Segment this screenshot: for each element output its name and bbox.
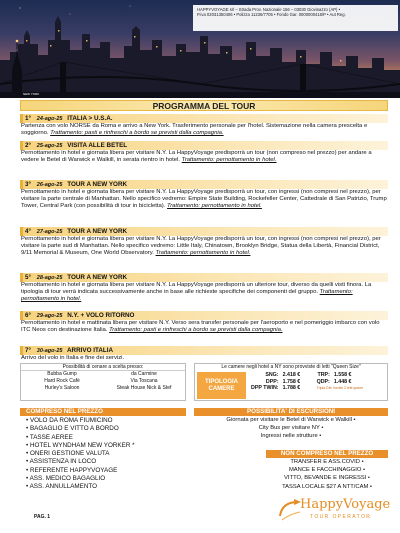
room-type: SNG: [265, 372, 279, 378]
day-description [20, 282, 388, 303]
day-treatment: Trattamento: pernottamento in hotel. [181, 157, 277, 163]
day-description [20, 123, 388, 137]
restaurant-name: Hard Rock Cafè [44, 378, 80, 384]
excursions-header: POSSIBILITA' DI ESCURSIONI [194, 408, 388, 416]
list-item: VITTO, BEVANDE E INGRESSI • [284, 475, 370, 482]
day-description [20, 150, 388, 164]
list-item: • ASSISTENZA IN LOCO [26, 458, 97, 466]
room-type: DPP: [265, 378, 279, 385]
excluded-header: NON COMPRESO NEL PREZZO [266, 450, 388, 458]
room-price: 1.448 € [333, 378, 352, 385]
day-number: 5° [25, 274, 32, 281]
logo-subtitle: TOUR OPERATOR [310, 514, 372, 520]
day-section [20, 346, 388, 362]
day-header [20, 273, 388, 282]
restaurant-name: Hurley's Saloon [44, 385, 80, 391]
room-type: DPP TWIN: [251, 385, 279, 392]
table-row [249, 379, 366, 386]
day-header [20, 311, 388, 320]
hero-banner-image [0, 0, 400, 98]
day-header [20, 114, 388, 123]
list-item: • VOLO DA ROMA FIUMICINO [26, 417, 113, 424]
room-note: Tripla Dbl. fornite 2 letti queen [316, 386, 364, 391]
room-price: 1.788 € [282, 385, 301, 392]
day-header [20, 180, 388, 189]
day-text: Pernottamento in hotel e giornata libera per visitare N.Y. La HappyVoyage predisporrà un tour, con ingressi (non compresi nel prezzo), per visitare la parte sud di Manhattan. Nello specifico vedremo: Little Italy, Chinatown, Brooklyn Bridge, Statua della Libertà, Financial District, 9/11 Memorial & Museum, One World Observatory. [21, 236, 381, 256]
day-date: 26-ago-25 [36, 182, 63, 188]
day-title: VISITA ALLE BETEL [67, 142, 128, 149]
day-description [20, 236, 388, 257]
list-item: City Bus per visitare NY • [258, 425, 324, 432]
table-row [249, 385, 366, 392]
list-item: • REFERENTE HAPPYVOYAGE [26, 466, 118, 474]
page-number: PAG. 1 [34, 514, 51, 520]
day-text: Partenza con volo NORSE da Roma e arrivo a New York. Trasferimento personale per l'hotel. Sistemazione nella camera prescelta e soggiorno. [21, 123, 368, 136]
company-info-line-2: P.iva 02031350406 • Polizza 11236/7705 • Fondo Gar. 0000000418/P • Aut Reg. [197, 12, 346, 18]
day-section [20, 311, 388, 334]
day-header [20, 346, 388, 355]
page-title: PROGRAMMA DEL TOUR [152, 101, 256, 111]
list-item: Giornata per visitare le Betel di Warwick e Walkill • [226, 417, 356, 423]
room-type-line-2: CAMERE [208, 386, 235, 392]
day-number: 4° [25, 228, 32, 235]
table-row [249, 372, 366, 379]
excluded-section [266, 450, 388, 491]
room-type-line-1: TIPOLOGIA [205, 379, 238, 385]
day-number: 2° [25, 142, 32, 149]
restaurants-header: Possibilità di cenare a scelta presso: [21, 364, 185, 371]
day-section [20, 114, 388, 137]
hero-small-tag: NEW YORK [23, 92, 40, 96]
day-treatment: Trattamento: pernottamento in hotel. [155, 250, 251, 256]
day-number: 1° [25, 115, 32, 122]
list-item: TRANSFER E ASS.COVID • [290, 459, 364, 465]
table-row [21, 378, 185, 385]
day-text: Pernottamento in hotel e giornata libera per visitare N.Y. La HappyVoyage predisporrà un tour (non compreso nel prezzo) per andare a vedere le Betel di Warwick e Walkill, in serata rientro in hotel. [21, 150, 372, 163]
day-section [20, 227, 388, 257]
room-type: QDP: [316, 378, 330, 385]
day-date: 25-ago-25 [36, 143, 63, 149]
logo-name: HappyVoyage [300, 497, 391, 512]
restaurant-name: Steak House Nick & Stef [116, 385, 172, 391]
list-item: • ASS. ANNULLAMENTO [26, 483, 98, 491]
restaurants-table [21, 371, 185, 392]
included-header: COMPRESO NEL PREZZO [20, 408, 186, 416]
list-item: • HOTEL WYNDHAM NEW YORKER * [26, 441, 135, 449]
day-number: 6° [25, 312, 32, 319]
day-header [20, 227, 388, 236]
room-price: 2.418 € [282, 372, 301, 378]
day-title: ITALIA > U.S.A. [67, 115, 113, 122]
day-title: TOUR A NEW YORK [67, 228, 128, 235]
day-date: 28-ago-25 [36, 275, 63, 281]
day-description [20, 320, 388, 334]
list-item: MANCE E FACCHINAGGIO • [288, 467, 366, 474]
included-section [20, 408, 186, 492]
restaurant-name: Via Toscana [130, 378, 158, 384]
list-item: • ASS. MEDICO BAGAGLIO [26, 475, 106, 483]
room-price: 1.558 € [333, 372, 352, 378]
company-info-box [193, 5, 398, 31]
day-text: Pernottamento in hotel e mattinata libera per visitare N.Y. Verso sera transfer personale per l'aeroporto e nel pomeriggio imbarco con volo ITC Neos con destinazione Italia. [21, 320, 380, 333]
day-date: 27-ago-25 [36, 229, 63, 235]
hotel-prices-box [194, 363, 388, 401]
day-treatment: Trattamento: pasti e rinfreschi a bordo se previsti dalla compagnia. [50, 130, 224, 136]
day-header [20, 141, 388, 150]
included-list [20, 417, 186, 492]
day-number: 3° [25, 181, 32, 188]
day-description [20, 355, 388, 362]
day-date: 29-ago-25 [36, 313, 63, 319]
table-row [21, 385, 185, 392]
day-section [20, 141, 388, 164]
happyvoyage-logo [276, 494, 392, 526]
day-title: N.Y. + VOLO RITORNO [67, 312, 135, 319]
restaurant-name: Bubba Gump [47, 371, 77, 377]
day-treatment: Trattamento: pernottamento in hotel. [21, 289, 353, 302]
day-treatment: Trattamento: pasti e rinfreschi a bordo se previsti dalla compagnia. [109, 327, 283, 333]
day-description [20, 189, 388, 210]
list-item: • ONERI GESTIONE VALUTA [26, 450, 110, 458]
day-number: 7° [25, 347, 32, 354]
list-item: • TASSE AEREE [26, 433, 73, 441]
room-type-label [197, 372, 246, 399]
day-date: 24-ago-25 [36, 116, 63, 122]
restaurants-box [20, 363, 186, 401]
day-section [20, 180, 388, 210]
day-treatment: Trattamento: pernottamento in hotel. [167, 203, 262, 209]
day-title: ARRIVO ITALIA [67, 347, 114, 354]
hotel-header: Le camere negli hotel a NY sono provviste di letti "Queen Size" [221, 364, 361, 370]
day-text: Arrivo del volo in Italia e fine dei servizi. [21, 355, 125, 361]
table-row [21, 371, 185, 378]
room-prices-table [249, 372, 366, 392]
day-title: TOUR A NEW YORK [67, 181, 128, 188]
list-item: • BAGAGLIO E VITTO A BORDO [26, 425, 119, 433]
program-title-bar [20, 100, 388, 111]
list-item: Ingressi nelle strutture • [260, 433, 322, 440]
restaurant-name: da Carmine [131, 371, 157, 377]
room-price: 1.758 € [282, 378, 301, 385]
day-date: 30-ago-25 [36, 348, 63, 354]
company-info-line-1: HAPPYVOYAGE srl – Strada Prov. Nazionale 156 – 03030 Giovinazzo (AP) • [197, 7, 341, 12]
day-section [20, 273, 388, 303]
excursions-section [194, 408, 388, 441]
day-text: Pernottamento in hotel e giornata libera per visitare N.Y. La HappyVoyage predisporrà un ulteriore tour, diverso da quelli visti finora. La tipologia di tour verrà indicata successivamente anche in base alle richieste specifiche dei componenti del gruppo. [21, 282, 372, 295]
room-type: TRP: [317, 372, 330, 378]
list-item: TASSA LOCALE $27 A NTT/CAM • [282, 483, 372, 490]
day-title: TOUR A NEW YORK [67, 274, 128, 281]
day-text: Pernottamento in hotel e giornata libera per visitare N.Y. La HappyVoyage predisporrà un tour, con ingressi (non compresi nel prezzo), per visitare la parte centrale di Manhattan. Nello specifico vedremo: Empire State Building, Rockefeller Center, Cattedrale di San Patrizio, Trump Tower, Central Park (con possibilità di tour in bicicletta). [21, 189, 387, 209]
